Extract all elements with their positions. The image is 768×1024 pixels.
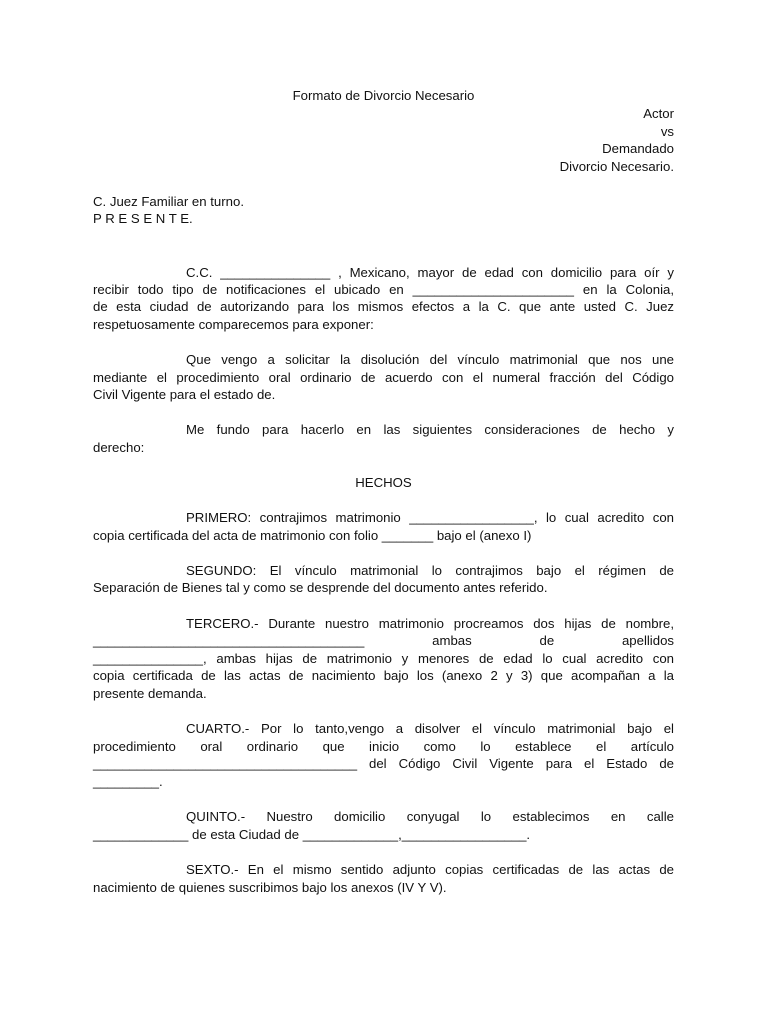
fact-tercero-line: TERCERO.- Durante nuestro matrimonio procreamos dos hijas de nombre, bbox=[186, 616, 674, 631]
fact-quinto-line: QUINTO.- Nuestro domicilio conyugal lo establecimos en calle bbox=[186, 809, 674, 824]
caption-vs: vs bbox=[660, 124, 674, 139]
request-line: Que vengo a solicitar la disolución del vínculo matrimonial que nos une bbox=[186, 352, 674, 367]
caption-demandado: Demandado bbox=[602, 141, 674, 156]
caption-actor: Actor bbox=[643, 106, 674, 121]
fact-cuarto-line: CUARTO.- Por lo tanto,vengo a disolver el vínculo matrimonial bajo el bbox=[186, 721, 674, 736]
fact-tercero-line: presente demanda. bbox=[93, 686, 207, 701]
intro-line: C.C. _______________ , Mexicano, mayor de edad con domicilio para oír y bbox=[186, 265, 674, 280]
fact-segundo-line: SEGUNDO: El vínculo matrimonial lo contrajimos bajo el régimen de bbox=[186, 563, 674, 578]
facts-heading: HECHOS bbox=[355, 475, 412, 490]
caption-case-type: Divorcio Necesario. bbox=[559, 159, 674, 174]
fact-tercero-line: copia certificada de las actas de nacimiento bajo los (anexo 2 y 3) que acompañan a la bbox=[93, 668, 674, 683]
grounds-line: Me fundo para hacerlo en las siguientes consideraciones de hecho y bbox=[186, 422, 674, 437]
fact-segundo-line: Separación de Bienes tal y como se desprende del documento antes referido. bbox=[93, 580, 548, 595]
fact-sexto-line: SEXTO.- En el mismo sentido adjunto copias certificadas de las actas de bbox=[186, 862, 674, 877]
fact-cuarto-line: _________. bbox=[93, 774, 163, 789]
intro-line: de esta ciudad de autorizando para los mismos efectos a la C. que ante usted C. Juez bbox=[93, 299, 674, 314]
fact-cuarto-line: ____________________________________ del Código Civil Vigente para el Estado de bbox=[93, 756, 674, 771]
intro-line: recibir todo tipo de notificaciones el ubicado en ______________________ en la Colonia, bbox=[93, 282, 674, 297]
fact-primero-line: PRIMERO: contrajimos matrimonio _________________, lo cual acredito con bbox=[186, 510, 674, 525]
addressee-judge: C. Juez Familiar en turno. bbox=[93, 194, 244, 209]
fact-primero-line: copia certificada del acta de matrimonio con folio _______ bajo el (anexo I) bbox=[93, 528, 532, 543]
document-title: Formato de Divorcio Necesario bbox=[292, 88, 475, 103]
request-line: Civil Vigente para el estado de. bbox=[93, 387, 276, 402]
fact-tercero-line: _______________, ambas hijas de matrimonio y menores de edad lo cual acredito con bbox=[93, 651, 674, 666]
fact-cuarto-line: procedimiento oral ordinario que inicio como lo establece el artículo bbox=[93, 739, 674, 754]
intro-line: respetuosamente comparecemos para exponer: bbox=[93, 317, 374, 332]
fact-tercero-line: _____________________________________ ambas de apellidos bbox=[93, 633, 674, 648]
addressee-presente: P R E S E N T E. bbox=[93, 211, 193, 226]
fact-quinto-line: _____________ de esta Ciudad de _____________,_________________. bbox=[93, 827, 531, 842]
request-line: mediante el procedimiento oral ordinario de acuerdo con el numeral fracción del Código bbox=[93, 370, 674, 385]
fact-sexto-line: nacimiento de quienes suscribimos bajo los anexos (IV Y V). bbox=[93, 880, 447, 895]
grounds-line: derecho: bbox=[93, 440, 145, 455]
